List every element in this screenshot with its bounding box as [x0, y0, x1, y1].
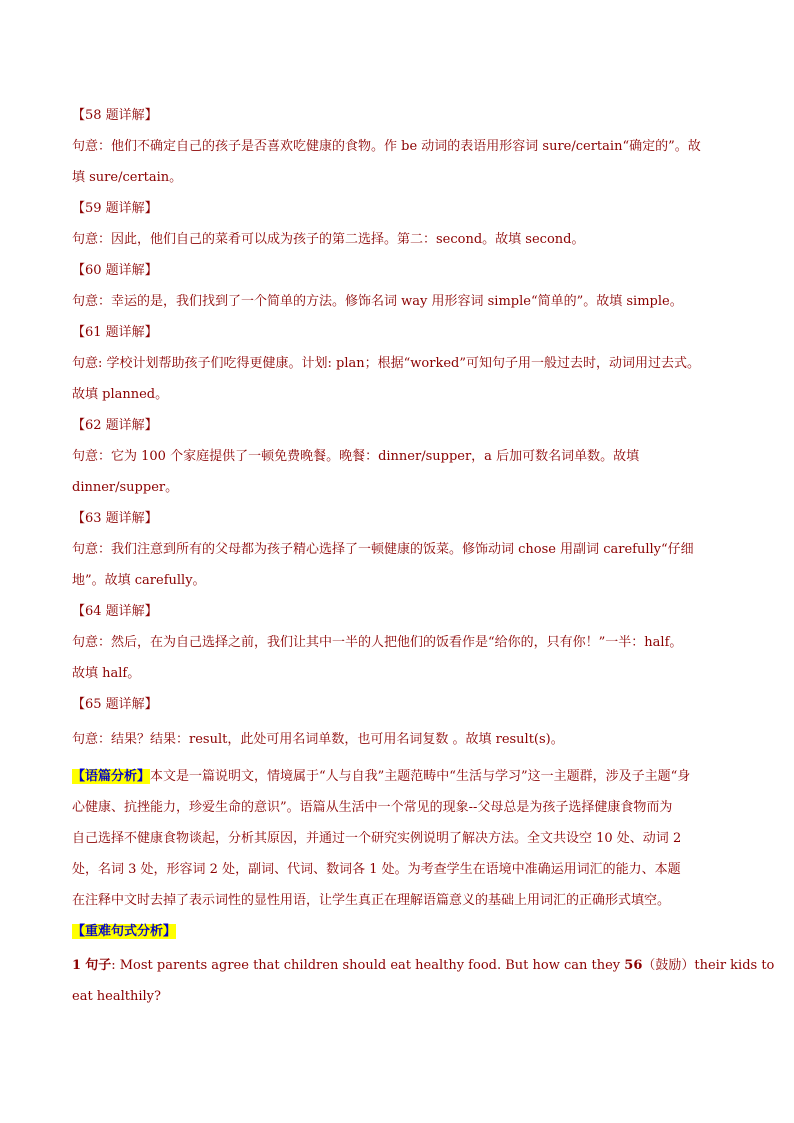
item-text: 故填 half。 [72, 666, 141, 681]
item-58 [72, 100, 732, 193]
analysis-first-line [72, 761, 732, 792]
item-heading: 【58 题详解】 [72, 108, 158, 123]
analysis-text: 心健康、抗挫能力，珍爱生命的意识”。语篇从生活中一个常见的现象--父母总是为孩子选择健康食物而为 [72, 800, 673, 815]
document-page [72, 100, 775, 1012]
sentence-number: 1 [72, 958, 82, 973]
item-62 [72, 410, 732, 503]
item-heading: 【64 题详解】 [72, 604, 158, 619]
item-text: 故填 planned。 [72, 387, 169, 402]
item-heading: 【61 题详解】 [72, 325, 158, 340]
item-text: 句意: 学校计划帮助孩子们吃得更健康。计划: plan；根据“worked”可知句子用一般过去时，动词用过去式。 [72, 356, 700, 371]
item-61 [72, 317, 732, 410]
item-heading: 【63 题详解】 [72, 511, 158, 526]
item-text: 句意：他们不确定自己的孩子是否喜欢吃健康的食物。作 be 动词的表语用形容词 sure/certain“确定的”。故 [72, 139, 701, 154]
item-heading: 【62 题详解】 [72, 418, 158, 433]
item-text: 句意：它为 100 个家庭提供了一顿免费晚餐。晚餐：dinner/supper，a 后加可数名词单数。故填 [72, 449, 640, 464]
item-64 [72, 596, 732, 689]
item-text: 句意：我们注意到所有的父母都为孩子精心选择了一顿健康的饭菜。修饰动词 chose 用副词 carefully“仔细 [72, 542, 694, 557]
sentence-line [72, 950, 775, 981]
item-heading: 【59 题详解】 [72, 201, 158, 216]
item-text: 句意：因此，他们自己的菜肴可以成为孩子的第二选择。第二：second。故填 second。 [72, 232, 585, 247]
sentence-line-2: eat healthily? [72, 989, 162, 1004]
item-text: 填 sure/certain。 [72, 170, 183, 185]
sentence-analysis-tag: 【重难句式分析】 [72, 924, 177, 939]
sentence-text-after: （鼓励）their kids to [642, 958, 775, 973]
analysis-text: 处，名词 3 处，形容词 2 处，副词、代词、数词各 1 处。为考查学生在语境中准确运用词汇的能力、本题 [72, 862, 681, 877]
analysis-text: 本文是一篇说明文，情境属于“人与自我”主题范畴中“生活与学习”这一主题群，涉及子主题“身 [150, 769, 691, 784]
item-text: dinner/supper。 [72, 480, 179, 495]
sentence-label: 句子 [85, 958, 112, 973]
analysis-text: 自己选择不健康食物谈起，分析其原因，并通过一个研究实例说明了解决方法。全文共设空 10 处、动词 2 [72, 831, 682, 846]
item-text: 句意：结果？结果：result，此处可用名词单数，也可用名词复数 。故填 result(s)。 [72, 732, 564, 747]
analysis-text: 在注释中文时去掉了表示词性的显性用语，让学生真正在理解语篇意义的基础上用词汇的正确形式填空。 [72, 893, 671, 908]
item-63 [72, 503, 732, 596]
discourse-analysis [72, 761, 732, 916]
item-heading: 【60 题详解】 [72, 263, 158, 278]
analysis-tag: 【语篇分析】 [72, 769, 151, 784]
sentence-analysis [72, 916, 775, 1012]
item-60 [72, 255, 732, 317]
item-text: 地”。故填 carefully。 [72, 573, 206, 588]
blank-number: 56 [624, 958, 643, 973]
item-heading: 【65 题详解】 [72, 697, 158, 712]
item-text: 句意：然后，在为自己选择之前，我们让其中一半的人把他们的饭看作是“给你的，只有你！”一半：half。 [72, 635, 683, 650]
item-59 [72, 193, 732, 255]
item-text: 句意：幸运的是，我们找到了一个简单的方法。修饰名词 way 用形容词 simple“简单的”。故填 simple。 [72, 294, 683, 309]
sentence-text: : Most parents agree that children should eat healthy food. But how can they [111, 958, 625, 973]
item-65 [72, 689, 732, 755]
